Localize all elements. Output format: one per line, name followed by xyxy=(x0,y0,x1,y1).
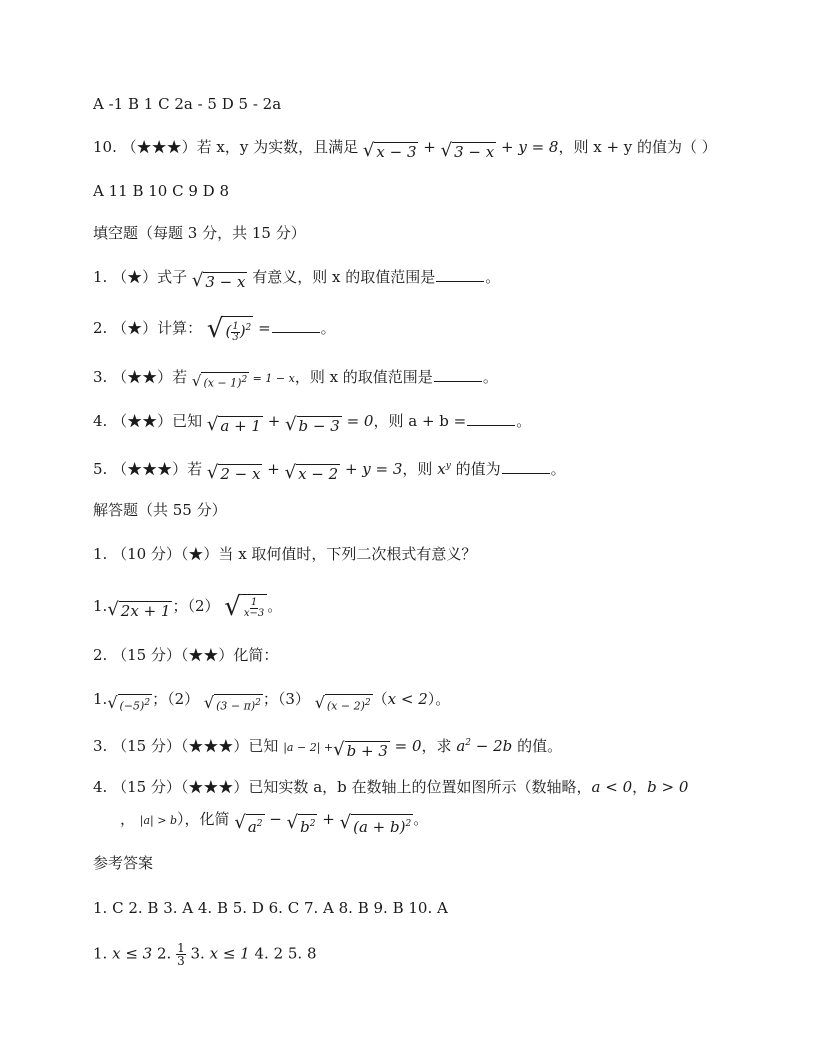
fill-5-blank xyxy=(502,458,550,474)
section-solve-title xyxy=(93,499,227,521)
solve-3-abs: |a − 2| + xyxy=(283,741,334,754)
fill-1-label: 1. （★）式子 xyxy=(93,268,188,286)
answer-3-label: 3. xyxy=(190,944,205,963)
fill-1-text: 有意义，则 x 的取值范围是 xyxy=(252,268,436,286)
fill-1-period: 。 xyxy=(485,268,501,286)
solve-2-radical-2: √ $(3 - \pi)^2$ xyxy=(203,693,261,713)
fill-2-equals: = xyxy=(258,319,271,337)
solve-2-condition: x < 2 xyxy=(387,690,428,708)
fill-1-blank xyxy=(436,266,484,282)
solve-4-plus: + xyxy=(322,810,335,828)
answers-choice-text: 1. C 2. B 3. A 4. B 5. D 6. C 7. A 8. B 9. B 10. A xyxy=(93,899,448,917)
fill-5-radical-1: √ 2 − x xyxy=(206,462,261,483)
solve-1-text: 1. （10 分）（★）当 x 取何值时，下列二次根式有意义？ xyxy=(93,545,477,563)
solve-3-radical: √ b + 3 xyxy=(333,739,388,760)
solve-2-radical-1: √ $(-5)^2$ xyxy=(107,693,151,713)
fill-4-text: ，则 a + b = xyxy=(373,412,467,430)
solve-3-label: 3. （15 分）（★★★）已知 xyxy=(93,737,279,755)
solve-4-radical-3: √ $(a + b)^2$ xyxy=(339,812,412,836)
fill-4: 4. （★★）已知 √ a + 1 + √ b − 3 = 0，则 a + b = 。 xyxy=(93,412,532,435)
fill-4-equation-tail: = 0 xyxy=(346,412,374,430)
fill-5: 5. （★★★）若 √ 2 − x + √ x − 2 + y = 3，则 $x^y$ 的值为 。 xyxy=(93,460,566,483)
solve-2 xyxy=(93,644,278,666)
fill-5-power: $x^y$ xyxy=(437,460,451,478)
solve-4-cond-a: a < 0 xyxy=(591,778,633,796)
solve-2-part-1-label: 1. xyxy=(93,690,108,708)
answer-3-value: x ≤ 1 xyxy=(209,944,250,963)
fill-3-radical: √ $(x - 1)^2$ xyxy=(191,372,248,390)
solve-3-tail: 的值。 xyxy=(517,737,563,755)
fill-5-label: 5. （★★★）若 xyxy=(93,460,203,478)
fill-5-period: 。 xyxy=(550,460,566,478)
fill-3 xyxy=(93,366,498,390)
fill-5-radical-2: √ x − 2 xyxy=(284,462,339,483)
solve-2-cond-close: ）。 xyxy=(427,690,451,708)
q9-options-text: A -1 B 1 C 2a - 5 D 5 - 2a xyxy=(93,95,282,113)
solve-1-parts xyxy=(93,594,282,620)
q10-text: 10. （★★★）若 x，y 为实数，且满足 xyxy=(93,138,359,156)
solve-4 xyxy=(93,776,688,798)
fill-5-text-1: ，则 xyxy=(402,460,433,478)
answer-2-fraction: $\frac{1}{3}$ xyxy=(177,941,185,968)
fill-4-period: 。 xyxy=(516,412,532,430)
fill-4-radical-2: √ b − 3 xyxy=(285,414,340,435)
fill-5-equation-tail: + y = 3 xyxy=(344,460,403,478)
solve-4-comma: ， xyxy=(632,778,648,796)
fill-5-text-2: 的值为 xyxy=(455,460,501,478)
fill-3-label: 3. （★★）若 xyxy=(93,368,188,386)
fill-2-radical: √ ( $\frac{1}{3}$ )$^2$ xyxy=(206,314,252,344)
solve-1-period: 。 xyxy=(267,597,283,615)
solve-1-radical-1: √ 2x + 1 xyxy=(107,599,171,620)
fill-4-label: 4. （★★）已知 xyxy=(93,412,203,430)
solve-4-cond-abs: |a| > b xyxy=(139,814,178,827)
solve-1-radical-2: √ $\frac{1}{x-3}$ xyxy=(224,594,267,620)
solve-2-parts xyxy=(93,688,450,714)
solve-2-part-2-label: ；（2） xyxy=(152,690,200,708)
answers-4-5: 4. 2 5. 8 xyxy=(254,944,317,963)
solve-4-radical-2: √ $b^2$ xyxy=(286,812,316,836)
section-fill-blank-heading: 填空题（每题 3 分，共 15 分） xyxy=(93,224,306,242)
q10-options-text: A 11 B 10 C 9 D 8 xyxy=(93,182,229,200)
fill-1-radical: √ 3 − x xyxy=(191,270,246,291)
solve-2-radical-3: √ $(x - 2)^2$ xyxy=(314,693,371,713)
solve-4-period: 。 xyxy=(413,810,429,828)
solve-1-part-2-label: ；（2） xyxy=(172,597,220,615)
solve-4-simplify-text: ），化简 xyxy=(177,810,230,828)
solve-4-text: 4. （15 分）（★★★）已知实数 a，b 在数轴上的位置如图所示（数轴略， xyxy=(93,778,592,796)
fill-2-period: 。 xyxy=(320,319,336,337)
solve-3 xyxy=(93,732,562,759)
solve-2-text: 2. （15 分）（★★）化简： xyxy=(93,646,279,664)
solve-3-equation-tail: = 0 xyxy=(394,737,422,755)
fill-3-period: 。 xyxy=(482,368,498,386)
solve-4-minus: − xyxy=(269,810,282,828)
fill-3-equation-tail: = 1 − x xyxy=(252,372,295,385)
fill-2 xyxy=(93,316,336,343)
q10-question: ，则 x + y 的值为（ ） xyxy=(558,138,717,156)
section-solve-heading: 解答题（共 55 分） xyxy=(93,501,227,519)
answers-choice xyxy=(93,897,448,919)
answer-1-value: x ≤ 3 xyxy=(112,944,153,963)
fill-3-blank xyxy=(434,366,482,382)
q9-options xyxy=(93,93,281,115)
answers-title xyxy=(93,852,153,874)
q10-options xyxy=(93,180,229,202)
solve-4-radical-1: √ $a^2$ xyxy=(234,812,263,836)
solve-2-part-3-label: ；（3） xyxy=(262,690,310,708)
q10-radical-1: √ x − 3 xyxy=(362,140,417,161)
fill-2-label: 2. （★）计算： xyxy=(93,319,203,337)
q10-plus: + xyxy=(423,138,436,156)
solve-4-cond-b: b > 0 xyxy=(647,778,689,796)
fill-4-radical-1: √ a + 1 xyxy=(206,414,261,435)
fill-2-blank xyxy=(272,317,320,333)
solve-1 xyxy=(93,543,476,565)
q10-radical-2: √ 3 − x xyxy=(440,140,495,161)
fill-1 xyxy=(93,266,500,290)
solve-2-cond-open: （ xyxy=(372,690,388,708)
q10-equation-tail: + y = 8 xyxy=(501,138,559,156)
fill-3-text: ，则 x 的取值范围是 xyxy=(294,368,433,386)
answer-1-label: 1. xyxy=(93,944,108,963)
solve-3-text: ，求 xyxy=(421,737,452,755)
solve-4-cont xyxy=(120,808,428,835)
answers-fill xyxy=(93,942,317,967)
section-fill-blank-title xyxy=(93,222,306,244)
q10 xyxy=(93,136,717,160)
answers-heading: 参考答案 xyxy=(93,854,154,872)
solve-3-expression: $a^2 - 2b$ xyxy=(456,737,513,755)
solve-1-part-1-label: 1. xyxy=(93,597,108,615)
solve-4-comma-2: ， xyxy=(120,810,136,828)
fill-4-blank xyxy=(467,410,515,426)
answer-2-label: 2. xyxy=(156,944,172,963)
